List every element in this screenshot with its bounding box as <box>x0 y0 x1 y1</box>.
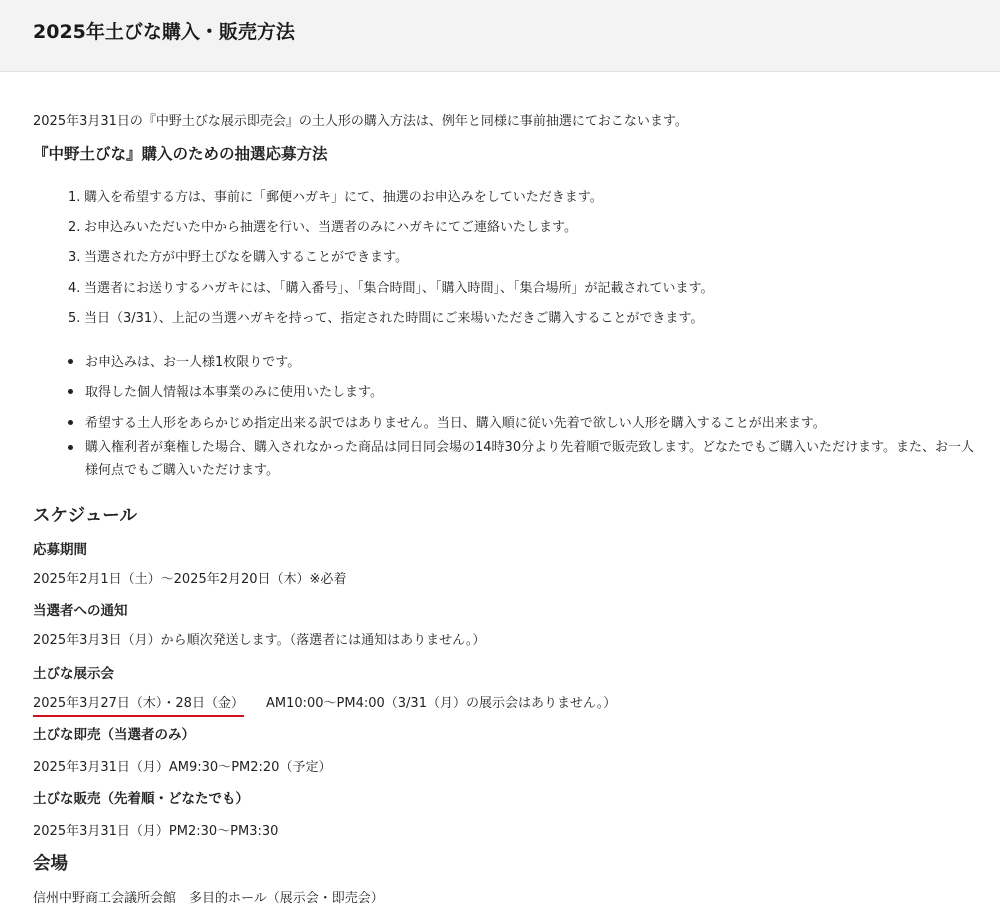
list-item: 4. 当選者にお送りするハガキには、「購入番号」、「集合時間」、「購入時間」、「集合場所」が記載されています。 <box>68 281 714 296</box>
page-header <box>0 0 1000 72</box>
red-underline <box>33 715 244 717</box>
bullet-icon <box>68 445 73 450</box>
application-period-text: 2025年2月1日（土）～2025年2月20日（木）※必着 <box>33 572 347 587</box>
bullet-icon <box>68 359 73 364</box>
open-sale-text: 2025年3月31日（月）PM2:30～PM3:30 <box>33 824 279 839</box>
venue-text: 信州中野商工会議所会館 多目的ホール（展示会・即売会） <box>33 891 384 906</box>
list-item: 購入権利者が棄権した場合、購入されなかった商品は同日同会場の14時30分より先着順で販売致します。どなたでもご購入いただけます。また、お一人様何点でもご購入いただけます。 <box>68 436 978 482</box>
bullet-icon <box>68 389 73 394</box>
list-item: 2. お申込みいただいた中から抽選を行い、当選者のみにハガキにてご連絡いたします。 <box>68 220 577 235</box>
notification-text: 2025年3月3日（月）から順次発送します。（落選者には通知はありません。） <box>33 633 486 648</box>
list-item: 3. 当選された方が中野土びなを購入することができます。 <box>68 250 408 265</box>
list-item: 希望する土人形をあらかじめ指定出来る訳ではありません。当日、購入順に従い先着で欲しい人形を購入することが出来ます。 <box>68 412 826 431</box>
list-item: 1. 購入を希望する方は、事前に「郵便ハガキ」にて、抽選のお申込みをしていただきます。 <box>68 190 603 205</box>
page-title: 2025年土びな購入・販売方法 <box>33 21 295 43</box>
application-period-label: 応募期間 <box>33 542 87 558</box>
exhibition-dates: 2025年3月27日（木）・28日（金） <box>33 692 244 711</box>
notification-label: 当選者への通知 <box>33 603 128 619</box>
lottery-sale-label: 土びな即売（当選者のみ） <box>33 727 195 743</box>
exhibition-label: 土びな展示会 <box>33 666 114 682</box>
list-item: お申込みは、お一人様1枚限りです。 <box>68 351 300 370</box>
open-sale-label: 土びな販売（先着順・どなたでも） <box>33 791 249 807</box>
exhibition-time: AM10:00～PM4:00（3/31（月）の展示会はありません。） <box>265 696 617 711</box>
list-item: 5. 当日（3/31）、上記の当選ハガキを持って、指定された時間にご来場いただきご購入することができます。 <box>68 311 704 326</box>
venue-heading: 会場 <box>33 854 68 874</box>
lottery-sale-text: 2025年3月31日（月）AM9:30～PM2:20（予定） <box>33 760 332 775</box>
schedule-heading: スケジュール <box>33 506 137 526</box>
lottery-heading: 『中野土びな』購入のための抽選応募方法 <box>33 145 328 163</box>
bullet-icon <box>68 420 73 425</box>
intro-text: 2025年3月31日の『中野土びな展示即売会』の土人形の購入方法は、例年と同様に事前抽選にておこないます。 <box>33 114 688 129</box>
exhibition-text <box>33 692 616 711</box>
list-item: 取得した個人情報は本事業のみに使用いたします。 <box>68 381 383 400</box>
